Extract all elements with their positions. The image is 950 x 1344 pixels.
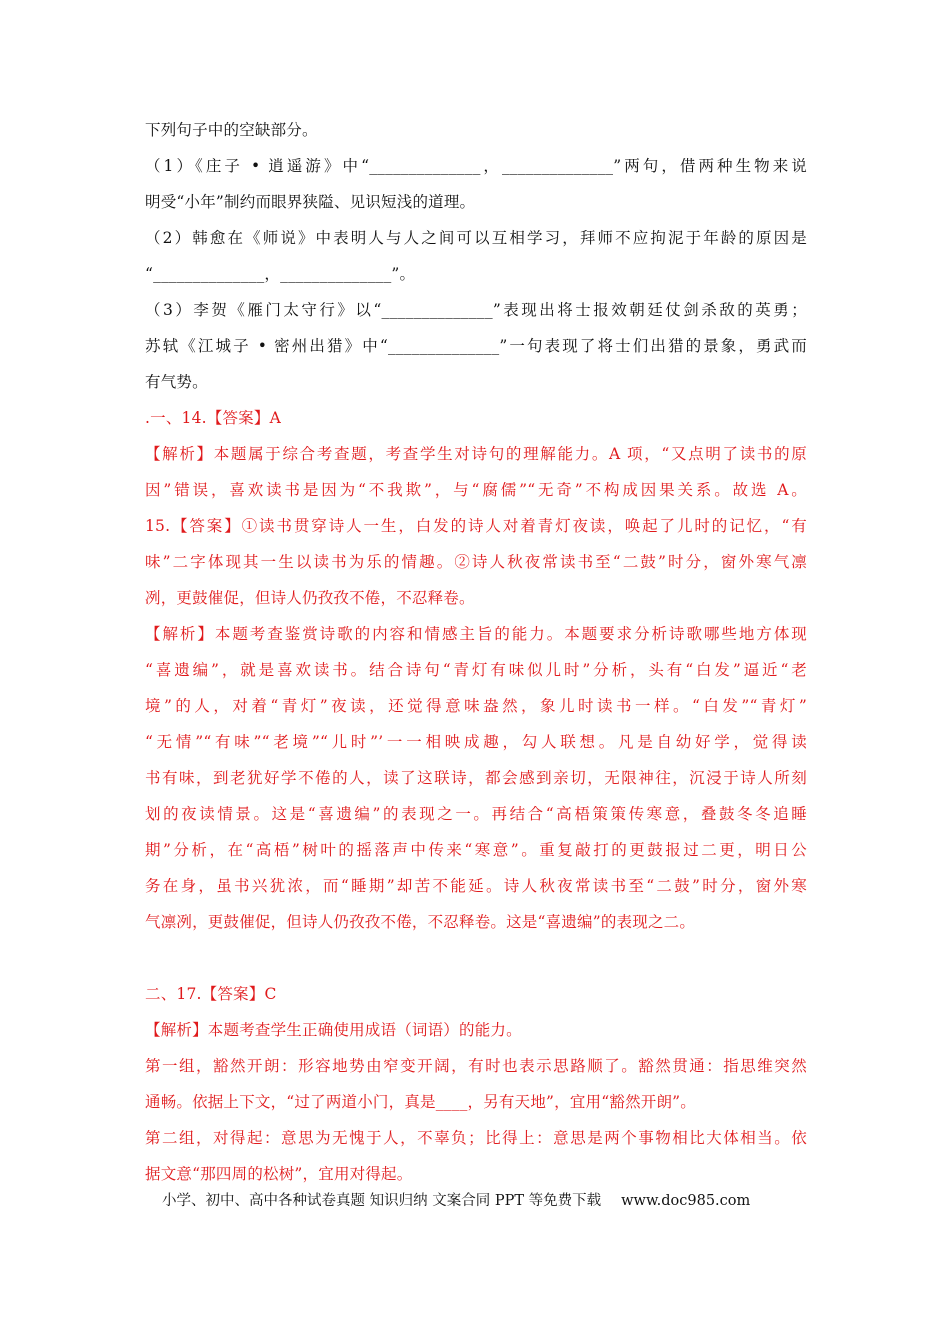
page-footer bbox=[162, 1190, 802, 1212]
question-2-line-2: “______________，______________”。 bbox=[145, 265, 416, 283]
answer-17-group-2-line-2: 据文意“那四周的松树”，宜用对得起。 bbox=[145, 1165, 413, 1183]
answer-17-analysis-line-1: 【解析】本题考查学生正确使用成语（词语）的能力。 bbox=[145, 1021, 522, 1039]
question-3-line-2: 苏轼《江城子 • 密州出猎》中“______________”一句表现了将士们出猎的景象，勇武而 bbox=[145, 337, 807, 355]
footer-url[interactable]: www.doc985.com bbox=[621, 1193, 751, 1209]
answer-15-line-1: 15.【答案】①读书贯穿诗人一生，白发的诗人对着青灯夜读，唤起了儿时的记忆，“有 bbox=[145, 517, 807, 535]
question-2-line-1: （2）韩愈在《师说》中表明人与人之间可以互相学习，拜师不应拘泥于年龄的原因是 bbox=[145, 229, 807, 247]
answer-17-group-1-line-1: 第一组，豁然开朗：形容地势由窄变开阔，有时也表示思路顺了。豁然贯通：指思维突然 bbox=[145, 1057, 807, 1075]
answer-15-analysis-line-6: 划的夜读情景。这是“喜遗编”的表现之一。再结合“高梧策策传寒意，叠鼓冬冬追睡 bbox=[145, 805, 807, 823]
answer-14-analysis-line-1: 【解析】本题属于综合考查题，考查学生对诗句的理解能力。A 项，“又点明了读书的原 bbox=[145, 445, 807, 463]
answer-15-line-3: 冽，更鼓催促，但诗人仍孜孜不倦，不忍释卷。 bbox=[145, 589, 475, 607]
question-1-line-2: 明受“小年”制约而眼界狭隘、见识短浅的道理。 bbox=[145, 193, 476, 211]
question-intro: 下列句子中的空缺部分。 bbox=[145, 121, 318, 139]
answer-15-analysis-line-5: 书有味，到老犹好学不倦的人，读了这联诗，都会感到亲切，无限神往，沉浸于诗人所刻 bbox=[145, 769, 807, 787]
answer-15-analysis-line-1: 【解析】本题考查鉴赏诗歌的内容和情感主旨的能力。本题要求分析诗歌哪些地方体现 bbox=[145, 625, 807, 643]
answer-15-analysis-line-8: 务在身，虽书兴犹浓，而“睡期”却苦不能延。诗人秋夜常读书至“二鼓”时分，窗外寒 bbox=[145, 877, 807, 895]
answer-14-analysis-line-2: 因”错误，喜欢读书是因为“不我欺”，与“腐儒”“无奇”不构成因果关系。故选 A。 bbox=[145, 481, 807, 499]
document-body bbox=[145, 112, 807, 1192]
answer-15-analysis-line-4: “无情”“有味”“老境”“儿时”’一一相映成趣，勾人联想。凡是自幼好学，觉得读 bbox=[145, 733, 807, 751]
answer-15-analysis-line-2: “喜遗编”，就是喜欢读书。结合诗句“青灯有味似儿时”分析，头有“白发”逼近“老 bbox=[145, 661, 807, 679]
footer-text: 小学、初中、高中各种试卷真题 知识归纳 文案合同 PPT 等免费下载 bbox=[162, 1193, 602, 1209]
question-1-line-1: （1）《庄子 • 逍遥游》中“______________，______________”两句，借两种生物来说 bbox=[145, 157, 807, 175]
answer-15-analysis-line-7: 期”分析，在“高梧”树叶的摇落声中传来“寒意”。重复敲打的更鼓报过二更，明日公 bbox=[145, 841, 807, 859]
answer-15-line-2: 味”二字体现其一生以读书为乐的情趣。②诗人秋夜常读书至“二鼓”时分，窗外寒气凛 bbox=[145, 553, 807, 571]
answer-15-analysis-line-3: 境”的人，对着“青灯”夜读，还觉得意味盎然，象儿时读书一样。“白发”“青灯” bbox=[145, 697, 807, 715]
answer-17-group-2-line-1: 第二组，对得起：意思为无愧于人，不辜负；比得上：意思是两个事物相比大体相当。依 bbox=[145, 1129, 807, 1147]
question-3-line-3: 有气势。 bbox=[145, 373, 208, 391]
answer-17-heading: 二、17.【答案】C bbox=[145, 985, 277, 1003]
question-3-line-1: （3）李贺《雁门太守行》以“______________”表现出将士报效朝廷仗剑杀敌的英勇； bbox=[145, 301, 807, 319]
answer-17-group-1-line-2: 通畅。依据上下文，“过了两道小门，真是____，另有天地”，宜用“豁然开朗”。 bbox=[145, 1093, 696, 1111]
answer-14-heading: .一、14.【答案】A bbox=[145, 409, 281, 427]
answer-15-analysis-line-9: 气凛冽，更鼓催促，但诗人仍孜孜不倦，不忍释卷。这是“喜遗编”的表现之二。 bbox=[145, 913, 696, 931]
section-spacer bbox=[145, 940, 807, 976]
